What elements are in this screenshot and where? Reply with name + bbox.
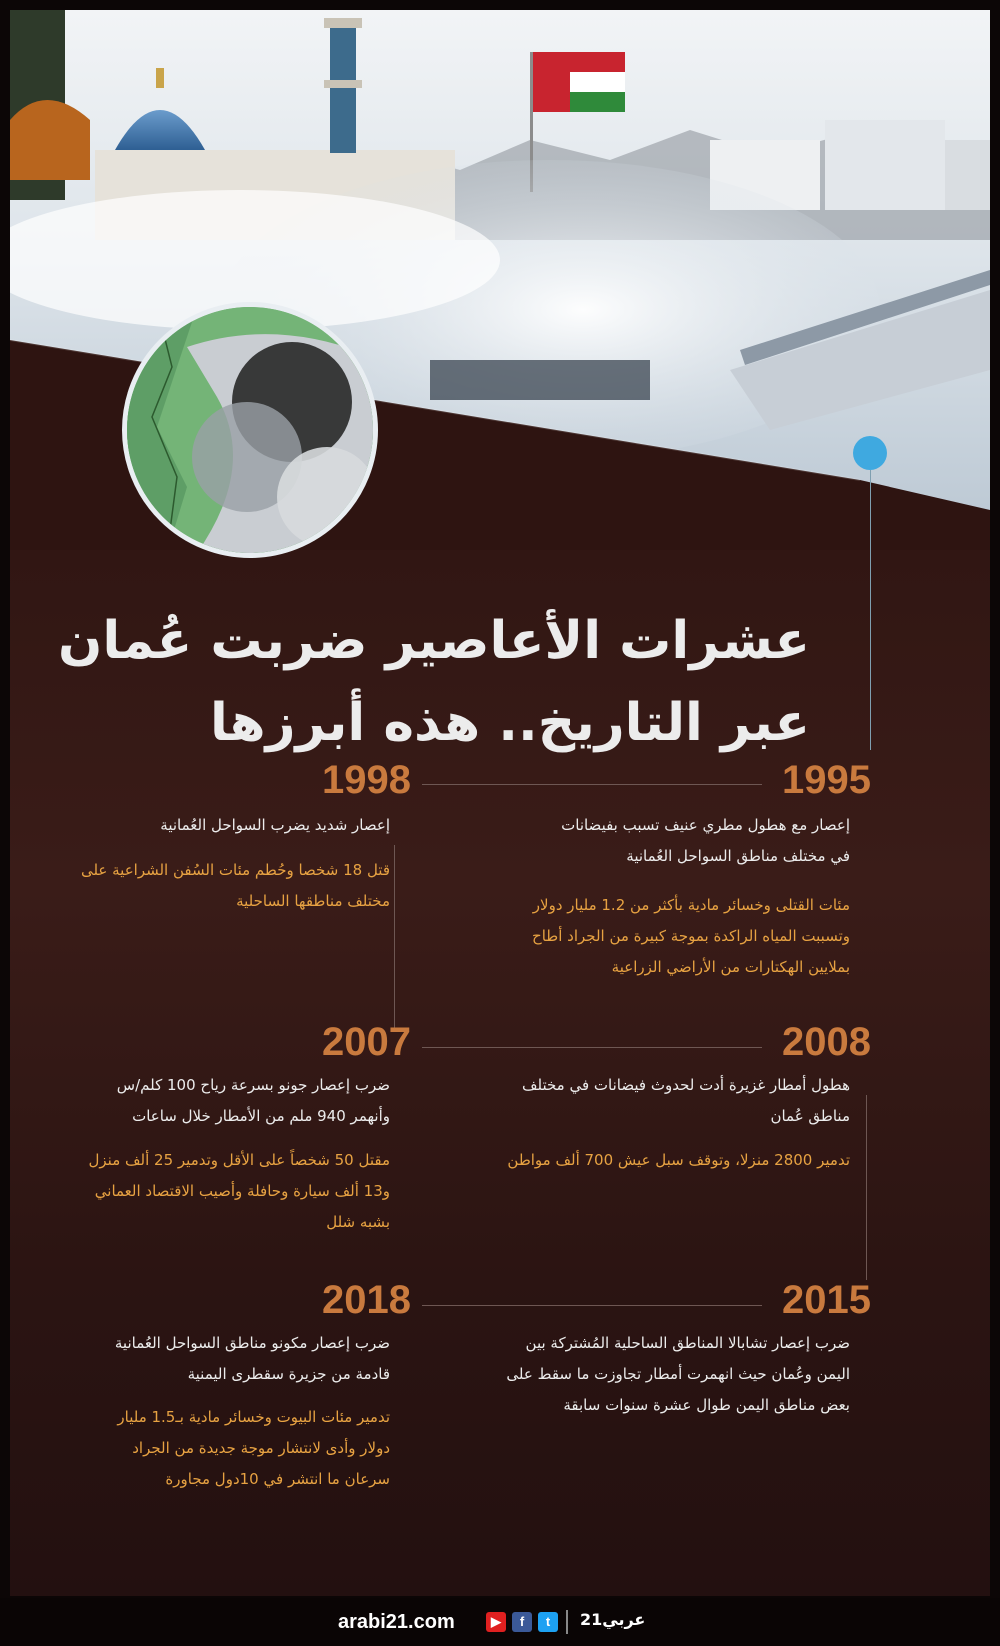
page-title <box>50 600 810 764</box>
event-impact: مقتل 50 شخصاً على الأقل وتدمير 25 ألف منزل و13 ألف سيارة وحافلة وأصيب الاقتصاد العماني بشبه شلل <box>88 1151 390 1231</box>
year-label: 1995 <box>782 758 871 802</box>
left-connector <box>394 845 395 1030</box>
row-connector <box>422 1305 762 1306</box>
event-description: هطول أمطار غزيرة أدت لحدوث فيضانات في مختلف مناطق عُمان <box>521 1076 850 1125</box>
year-label: 2015 <box>782 1278 871 1322</box>
infographic <box>10 10 990 1596</box>
year-label: 2018 <box>322 1278 411 1322</box>
event-description: ضرب إعصار مكونو مناطق السواحل العُمانية قادمة من جزيرة سقطرى اليمنية <box>114 1334 390 1383</box>
twitter-icon[interactable]: t <box>538 1612 558 1632</box>
timeline-dot <box>853 436 887 470</box>
youtube-icon[interactable]: ▶ <box>486 1612 506 1632</box>
event-impact: قتل 18 شخصا وحُطم مئات السُفن الشراعية على مختلف مناطقها الساحلية <box>80 861 390 910</box>
year-label: 1998 <box>322 758 411 802</box>
brand-logo: عربي21 <box>580 1610 646 1629</box>
year-label: 2008 <box>782 1020 871 1064</box>
divider <box>566 1610 568 1634</box>
footer <box>0 1598 1000 1646</box>
event-description: ضرب إعصار تشابالا المناطق الساحلية المُشتركة بين اليمن وعُمان حيث انهمرت أمطار تجاوزت ما سقط على بعض مناطق اليمن طوال عشرة سنوات سابقة <box>506 1334 850 1414</box>
event-description: ضرب إعصار جونو بسرعة رياح 100 كلم/س وأنهمر 940 ملم من الأمطار خلال ساعات <box>116 1076 390 1125</box>
satellite-map-image <box>122 302 378 558</box>
row-connector <box>422 784 762 785</box>
title-line-1: عشرات الأعاصير ضربت عُمان <box>57 611 810 671</box>
event-impact: تدمير 2800 منزلا، وتوقف سبل عيش 700 ألف مواطن <box>507 1151 850 1169</box>
site-link[interactable]: arabi21.com <box>338 1611 455 1633</box>
facebook-icon[interactable]: f <box>512 1612 532 1632</box>
event-impact: تدمير مئات البيوت وخسائر مادية بـ1.5 مليار دولار وأدى لانتشار موجة جديدة من الجراد سرعان ما انتشر في 10دول مجاورة <box>117 1408 390 1488</box>
year-label: 2007 <box>322 1020 411 1064</box>
right-connector <box>866 1095 867 1280</box>
title-line-2: عبر التاريخ.. هذه أبرزها <box>210 693 810 753</box>
event-impact: مئات القتلى وخسائر مادية بأكثر من 1.2 مليار دولار وتسببت المياه الراكدة بموجة كبيرة من الجراد أطاح بملايين الهكتارات من الأراضي الزراعية <box>532 896 850 976</box>
event-description: إعصار مع هطول مطري عنيف تسبب بفيضانات في مختلف مناطق السواحل العُمانية <box>561 816 850 865</box>
event-description: إعصار شديد يضرب السواحل العُمانية <box>160 816 390 834</box>
row-connector <box>422 1047 762 1048</box>
timeline-line <box>870 470 871 750</box>
